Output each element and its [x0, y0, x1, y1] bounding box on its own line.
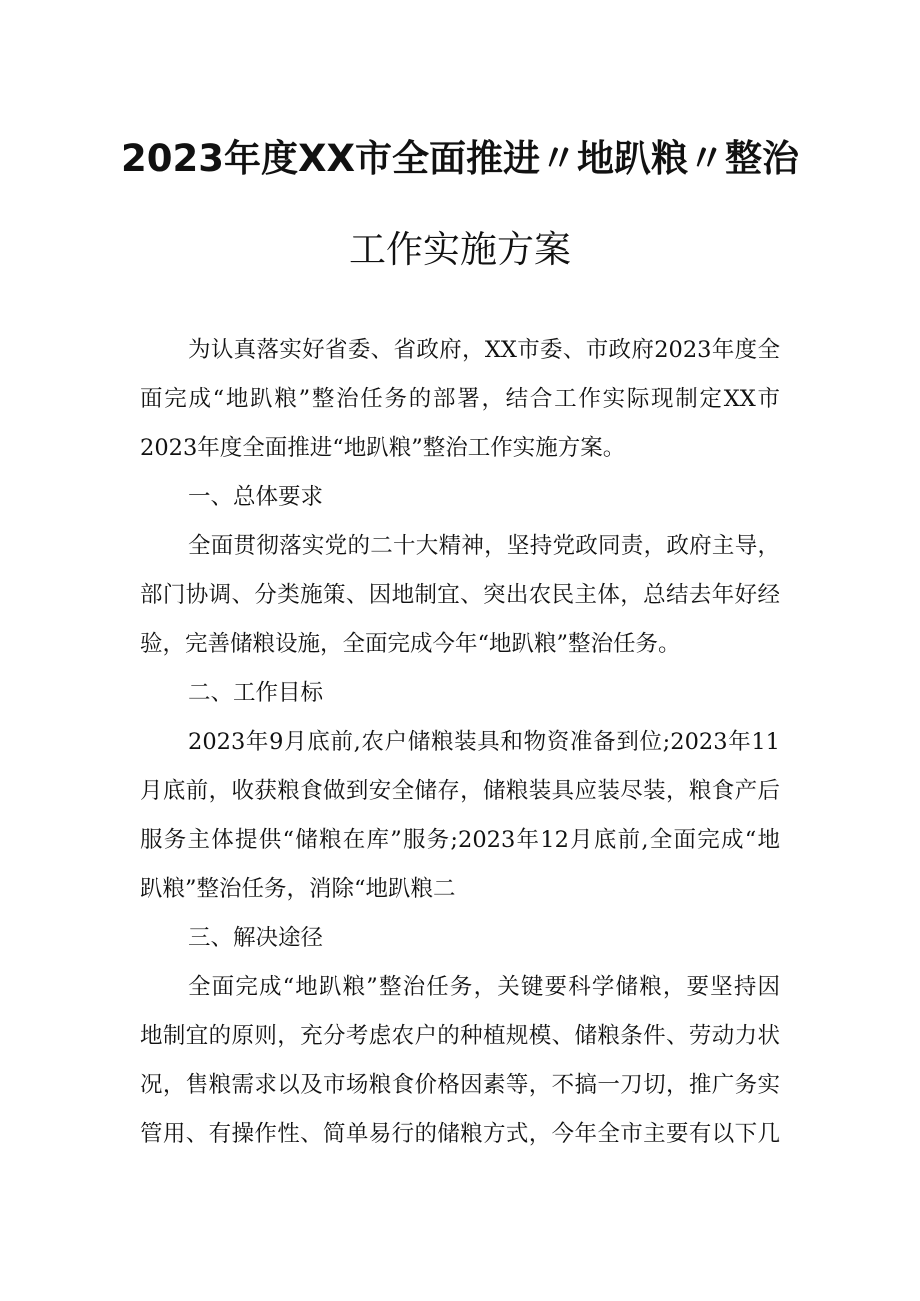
- section-3-line-3: 况，售粮需求以及市场粮食价格因素等，不搞一刀切，推广务实: [140, 1072, 780, 1098]
- section-1-line-3: 验，完善储粮设施，全面完成今年“地趴粮”整治任务。: [140, 631, 681, 657]
- section-1-line-1: 全面贯彻落实党的二十大精神，坚持党政同责，政府主导，: [188, 533, 780, 559]
- section-3-line-1: 全面完成“地趴粮”整治任务，关键要科学储粮，要坚持因: [188, 974, 780, 1000]
- intro-line-1: 为认真落实好省委、省政府，XX市委、市政府2023年度全: [188, 337, 780, 363]
- section-2-line-2: 月底前，收获粮食做到安全储存，储粮装具应装尽装，粮食产后: [140, 778, 780, 804]
- section-3-line-2: 地制宜的原则，充分考虑农户的种植规模、储粮条件、劳动力状: [140, 1023, 780, 1049]
- section-2-line-4: 趴粮”整治任务，消除“地趴粮二: [140, 876, 456, 902]
- section-2-heading: 二、工作目标: [188, 680, 324, 706]
- section-3-heading: 三、解决途径: [188, 925, 324, 951]
- document-title-line-1: 2023年度XX市全面推进〃地趴粮〃整治: [120, 137, 800, 180]
- document-title-line-2: 工作实施方案: [349, 228, 571, 271]
- section-1-heading: 一、总体要求: [188, 484, 324, 510]
- intro-line-3: 2023年度全面推进“地趴粮”整治工作实施方案。: [140, 435, 626, 461]
- section-1-line-2: 部门协调、分类施策、因地制宜、突出农民主体，总结去年好经: [140, 582, 780, 608]
- section-3-line-4: 管用、有操作性、简单易行的储粮方式，今年全市主要有以下几: [140, 1121, 780, 1147]
- intro-line-2: 面完成“地趴粮”整治任务的部署，结合工作实际现制定XX市: [140, 386, 780, 412]
- section-2-line-1: 2023年9月底前,农户储粮装具和物资准备到位;2023年11: [188, 729, 780, 755]
- section-2-line-3: 服务主体提供“储粮在库”服务;2023年12月底前,全面完成“地: [140, 827, 780, 853]
